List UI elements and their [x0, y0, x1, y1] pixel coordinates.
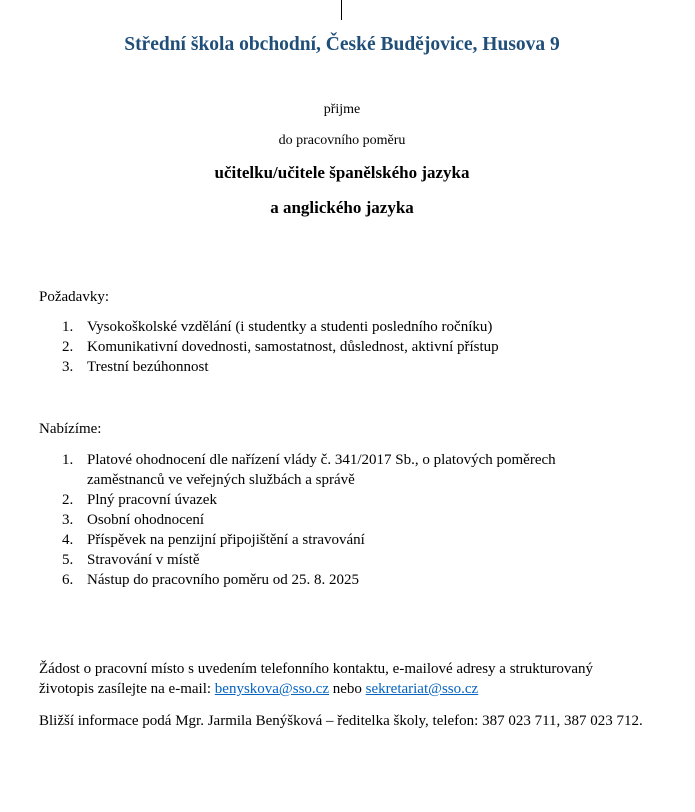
list-number: 2. [62, 492, 74, 508]
list-number: 3. [62, 359, 74, 375]
requirements-list [62, 317, 622, 377]
list-item-text: Osobní ohodnocení [87, 512, 205, 528]
list-item [62, 550, 622, 570]
list-item [62, 490, 622, 510]
list-item [62, 337, 622, 357]
list-item [62, 530, 622, 550]
list-number: 1. [62, 319, 74, 335]
list-item [62, 450, 622, 490]
list-item [62, 570, 622, 590]
offer-label: Nabízíme: [39, 421, 102, 437]
list-number: 2. [62, 339, 74, 355]
list-item [62, 510, 622, 530]
application-conjunction: nebo [329, 681, 366, 697]
list-number: 3. [62, 512, 74, 528]
offer-list [62, 450, 622, 590]
list-item-text: Příspěvek na penzijní připojištění a stravování [87, 532, 365, 548]
list-item [62, 357, 622, 377]
list-item [62, 317, 622, 337]
school-heading: Střední škola obchodní, České Budějovice, Husova 9 [124, 34, 560, 55]
list-item-text: Platové ohodnocení dle nařízení vlády č. 341/2017 Sb., o platových poměrech zaměstnanců ve veřejných službách a správě [87, 452, 556, 488]
email-link-benyskova[interactable]: benyskova@sso.cz [214, 681, 329, 697]
email-link-sekretariat[interactable]: sekretariat@sso.cz [365, 681, 479, 697]
position-title-line2: a anglického jazyka [270, 198, 414, 217]
position-title-line1: učitelku/učitele španělského jazyka [214, 163, 470, 182]
list-item-text: Vysokoškolské vzdělání (i studentky a studenti posledního ročníku) [87, 319, 493, 335]
requirements-label: Požadavky: [39, 289, 109, 305]
list-item-text: Stravování v místě [87, 552, 200, 568]
contact-paragraph: Bližší informace podá Mgr. Jarmila Benýšková – ředitelka školy, telefon: 387 023 711, 387 023 712. [39, 713, 643, 729]
application-paragraph [39, 659, 645, 699]
list-number: 4. [62, 532, 74, 548]
list-number: 6. [62, 572, 74, 588]
list-item-text: Plný pracovní úvazek [87, 492, 217, 508]
list-number: 5. [62, 552, 74, 568]
list-item-text: Komunikativní dovednosti, samostatnost, důslednost, aktivní přístup [87, 339, 499, 355]
list-item-text: Trestní bezúhonnost [87, 359, 209, 375]
text-cursor [341, 0, 342, 20]
intro-line-employment: do pracovního poměru [278, 133, 406, 148]
list-item-text: Nástup do pracovního poměru od 25. 8. 2025 [87, 572, 360, 588]
application-text: Žádost o pracovní místo s uvedením telefonního kontaktu, e-mailové adresy a strukturovaný životopis zasílejte na e-mail: [39, 661, 594, 697]
list-number: 1. [62, 452, 74, 468]
intro-line-accepts: přijme [323, 102, 361, 117]
